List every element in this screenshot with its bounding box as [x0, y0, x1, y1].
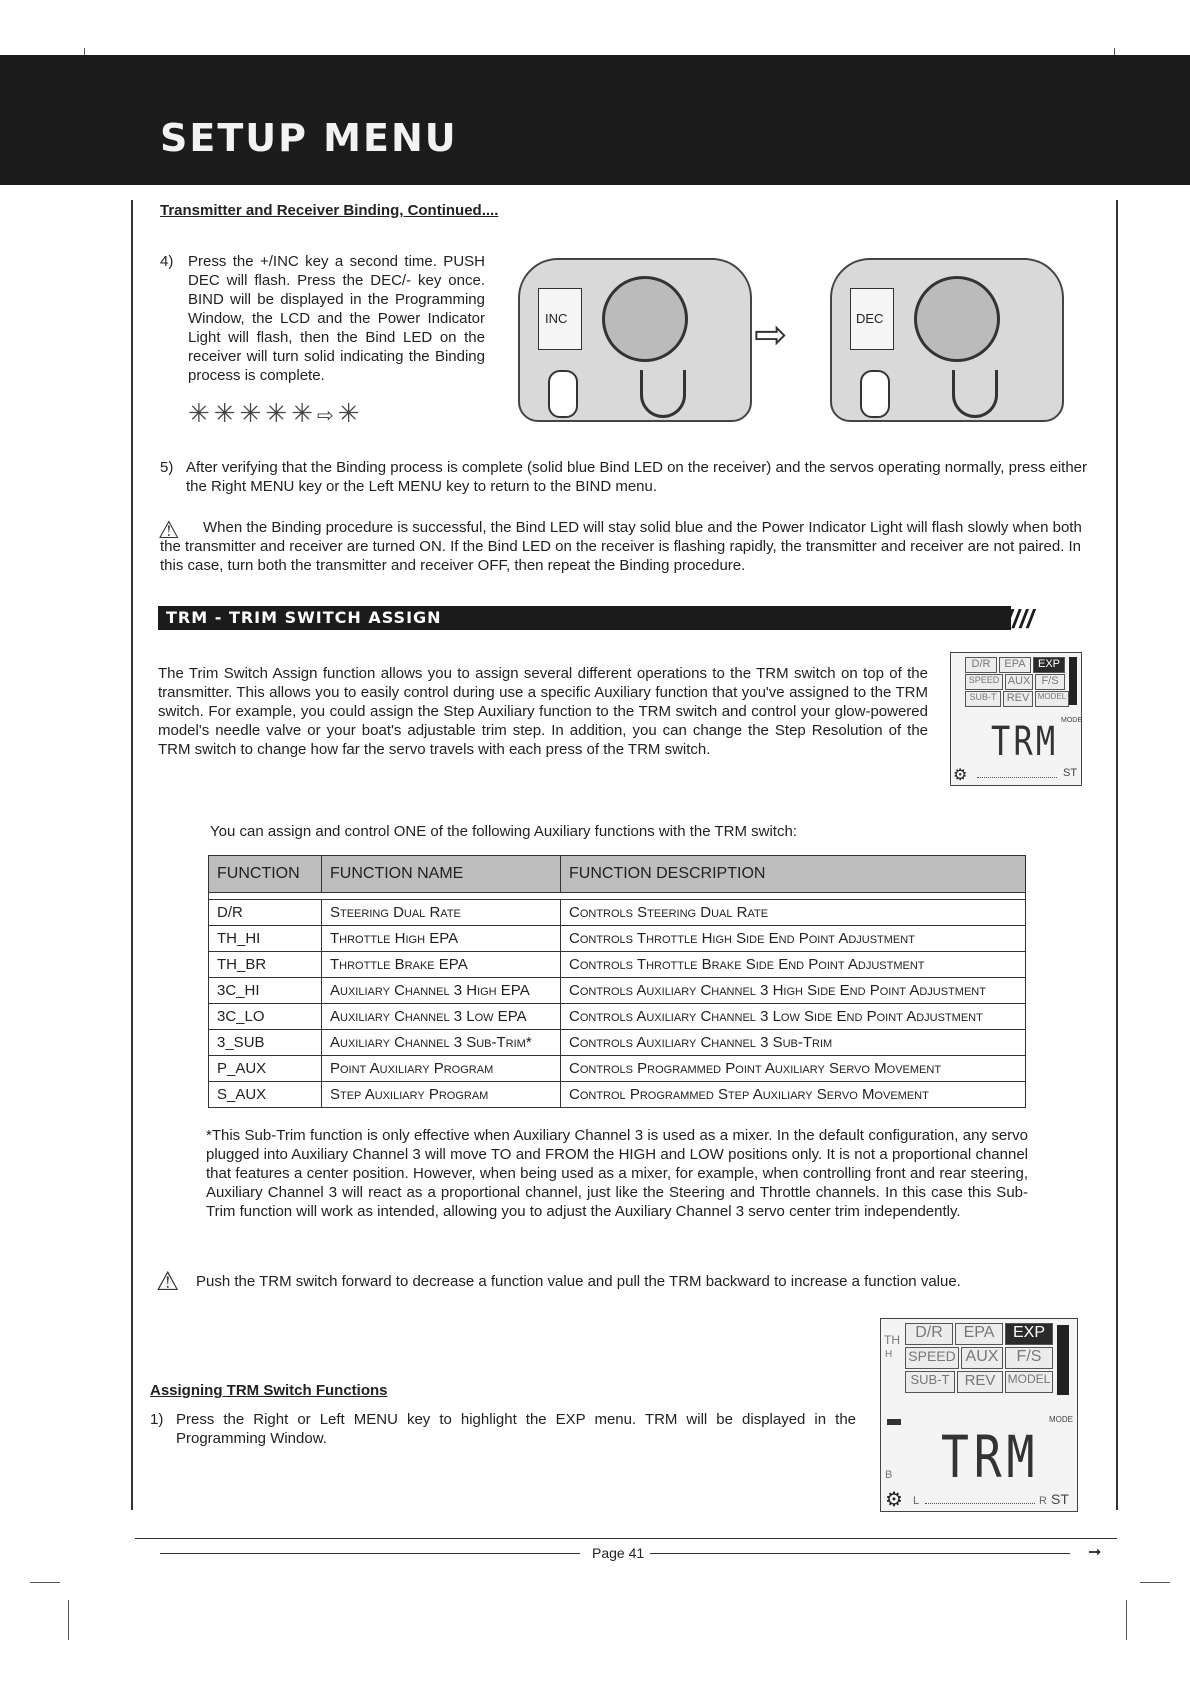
lcd-channel-marker	[887, 1419, 901, 1425]
trigger-icon	[952, 370, 998, 418]
crop-mark	[1140, 1582, 1170, 1583]
table-row	[209, 926, 1026, 952]
cell-name: Throttle High EPA	[322, 926, 561, 952]
lcd-trim-r: R	[1039, 1495, 1047, 1507]
lcd-cell-epa: EPA	[955, 1323, 1003, 1345]
lcd-mode-label: MODE	[1049, 1415, 1073, 1424]
lcd-trim-l: L	[913, 1495, 920, 1507]
hand-finger-icon	[548, 370, 578, 418]
solid-star-icon: ✳	[337, 398, 364, 428]
cell-description: Controls Auxiliary Channel 3 Sub-Trim	[561, 1030, 1026, 1056]
table-header-row	[209, 856, 1026, 893]
lcd-battery-bar	[1057, 1325, 1069, 1395]
frame-border-right	[1116, 200, 1118, 1510]
lcd-cell-fs: F/S	[1035, 674, 1065, 690]
lcd-side-b: B	[885, 1469, 893, 1481]
steering-wheel-icon	[602, 276, 688, 362]
cell-function: P_AUX	[209, 1056, 322, 1082]
step4-text: Press the +/INC key a second time. PUSH DEC will flash. Press the DEC/- key once. BIND will be displayed in the Programming Window, the LCD and the Power Indicator Light will flash, then the Bind LED on the receiver will turn solid indicating the Binding process is complete.	[188, 253, 485, 384]
cell-description: Controls Programmed Point Auxiliary Servo Movement	[561, 1056, 1026, 1082]
lcd-cell-dr: D/R	[965, 657, 997, 673]
lcd-cell-model: MODEL	[1005, 1371, 1053, 1393]
table-row	[209, 1082, 1026, 1108]
lcd-trim-st: ST	[1063, 767, 1078, 779]
lcd-side-h: H	[885, 1349, 893, 1360]
footer-rule-top	[135, 1538, 1117, 1539]
lcd-battery-bar	[1069, 657, 1077, 705]
lcd-display-text: TRM	[991, 719, 1059, 765]
lcd-cell-model: MODEL	[1035, 691, 1069, 707]
lcd-trim-scale	[977, 773, 1057, 778]
col-header-function: FUNCTION	[209, 856, 322, 893]
lcd-trim-scale	[925, 1497, 1035, 1504]
lcd-cell-speed: SPEED	[905, 1347, 959, 1369]
footer-rule-left	[160, 1553, 580, 1554]
assigning-subheading: Assigning TRM Switch Functions	[150, 1382, 388, 1399]
trm-intro: The Trim Switch Assign function allows you to assign several different operations to the TRM switch on top of the transmitter. This allows you to easily control during use a specific Auxiliary function that you've assigned to the TRM switch. For example, you could assign the Step Auxiliary function to the TRM switch and control your glow-powered model's needle valve or your boat's adjustable trim step. In addition, you can change the Step Resolution of the TRM switch to change how far the servo travels with each press of the TRM switch.	[158, 665, 928, 758]
functions-table	[208, 855, 1026, 1108]
cell-function: 3C_HI	[209, 978, 322, 1004]
blink-star-icon: ✳	[265, 398, 292, 428]
subtrim-footnote: *This Sub-Trim function is only effective when Auxiliary Channel 3 is used as a mixer. In the default configuration, any servo plugged into Auxiliary Channel 3 will move TO and FROM the HIGH and LOW positions only. It is not a proportional channel that features a center position. However, when being used as a mixer, for example, when controlling front and rear steering, Auxiliary Channel 3 will react as a proportional channel, just like the Steering and Throttle channels. In this case this Sub-Trim function will work as intended, allowing you to adjust the Auxiliary Channel 3 servo center trim independently.	[206, 1127, 1028, 1220]
cell-function: S_AUX	[209, 1082, 322, 1108]
step4-number: 4)	[160, 253, 174, 270]
blink-sequence	[188, 398, 364, 429]
cell-name: Step Auxiliary Program	[322, 1082, 561, 1108]
caution-triangle-icon: ⚠	[158, 517, 180, 544]
crop-mark	[1126, 1600, 1127, 1640]
cell-function: 3C_LO	[209, 1004, 322, 1030]
cell-function: 3_SUB	[209, 1030, 322, 1056]
step5-text: After verifying that the Binding process is complete (solid blue Bind LED on the receiver) and the servos operating normally, press either the Right MENU key or the Left MENU key to return to the BIND menu.	[186, 459, 1088, 495]
blink-star-icon: ✳	[213, 398, 240, 428]
col-header-name: FUNCTION NAME	[322, 856, 561, 893]
transmitter-illustration-right	[830, 258, 1064, 422]
table-row	[209, 978, 1026, 1004]
gear-icon: ⚙	[953, 767, 968, 784]
lcd-cell-aux: AUX	[1005, 674, 1033, 690]
cell-name: Auxiliary Channel 3 Sub-Trim*	[322, 1030, 561, 1056]
table-row	[209, 1004, 1026, 1030]
step5-number: 5)	[160, 459, 174, 476]
page-number: Page 41	[592, 1545, 645, 1561]
binding-note: When the Binding procedure is successful, the Bind LED will stay solid blue and the Power Indicator Light will flash slowly when both the transmitter and receiver are turned ON. If the Bind LED on the receiver is flashing rapidly, the transmitter and receiver are not paired. In this case, turn both the transmitter and receiver OFF, then repeat the Binding procedure.	[160, 519, 1082, 574]
gear-icon: ⚙	[885, 1489, 903, 1511]
cell-description: Controls Steering Dual Rate	[561, 900, 1026, 926]
cell-name: Auxiliary Channel 3 Low EPA	[322, 1004, 561, 1030]
lcd-mode-label: MODE	[1061, 717, 1082, 724]
table-row	[209, 1056, 1026, 1082]
lcd-side-th: TH	[884, 1333, 900, 1347]
step1-number: 1)	[150, 1411, 164, 1428]
lcd-cell-exp: EXP	[1033, 657, 1065, 673]
transmitter-lcd	[538, 288, 582, 350]
steering-wheel-icon	[914, 276, 1000, 362]
frame-border-left	[131, 200, 133, 1510]
next-page-arrow-icon: ➞	[1088, 1544, 1102, 1561]
lcd-cell-aux: AUX	[961, 1347, 1003, 1369]
transmitter-illustration-left	[518, 258, 752, 422]
lcd-cell-exp: EXP	[1005, 1323, 1053, 1345]
step1-text: Press the Right or Left MENU key to highlight the EXP menu. TRM will be displayed in the Programming Window.	[176, 1411, 856, 1447]
cell-description: Controls Throttle Brake Side End Point Adjustment	[561, 952, 1026, 978]
section-slashes: ////	[1005, 604, 1034, 634]
lcd-trim-st: ST	[1051, 1491, 1069, 1507]
lcd-cell-rev: REV	[957, 1371, 1003, 1393]
crop-mark	[68, 1600, 69, 1640]
arrow-right-icon: ⇨	[316, 405, 338, 427]
lcd-cell-speed: SPEED	[965, 674, 1003, 690]
cell-name: Auxiliary Channel 3 High EPA	[322, 978, 561, 1004]
cell-description: Controls Throttle High Side End Point Adjustment	[561, 926, 1026, 952]
cell-name: Point Auxiliary Program	[322, 1056, 561, 1082]
lcd-text-dec: DEC	[856, 311, 884, 326]
lcd-text-inc: INC	[545, 311, 568, 326]
arrow-right-icon: ⇨	[754, 313, 788, 357]
crop-mark	[30, 1582, 60, 1583]
lcd-cell-dr: D/R	[905, 1323, 953, 1345]
cell-description: Control Programmed Step Auxiliary Servo Movement	[561, 1082, 1026, 1108]
lcd-cell-subt: SUB-T	[965, 691, 1001, 707]
lcd-display-large	[880, 1318, 1078, 1512]
cell-description: Controls Auxiliary Channel 3 Low Side End Point Adjustment	[561, 1004, 1026, 1030]
trm-warning: Push the TRM switch forward to decrease a function value and pull the TRM backward to increase a function value.	[196, 1273, 961, 1290]
page-title: SETUP MENU	[160, 116, 458, 160]
hand-finger-icon	[860, 370, 890, 418]
lcd-display-small	[950, 652, 1082, 786]
table-row	[209, 952, 1026, 978]
blink-star-icon: ✳	[239, 398, 266, 428]
cell-function: TH_BR	[209, 952, 322, 978]
table-row	[209, 1030, 1026, 1056]
lcd-display-text: TRM	[941, 1423, 1040, 1491]
transmitter-lcd	[850, 288, 894, 350]
cell-function: D/R	[209, 900, 322, 926]
lcd-cell-epa: EPA	[999, 657, 1031, 673]
lcd-cell-fs: F/S	[1005, 1347, 1053, 1369]
binding-subheading: Transmitter and Receiver Binding, Continued....	[160, 202, 499, 219]
lcd-cell-subt: SUB-T	[905, 1371, 955, 1393]
table-row	[209, 900, 1026, 926]
footer-rule-right	[650, 1553, 1070, 1554]
trigger-icon	[640, 370, 686, 418]
cell-function: TH_HI	[209, 926, 322, 952]
caution-triangle-icon: ⚠	[156, 1266, 180, 1296]
cell-name: Throttle Brake EPA	[322, 952, 561, 978]
trm-lead: You can assign and control ONE of the following Auxiliary functions with the TRM switch:	[210, 823, 797, 840]
section-title: TRM - TRIM SWITCH ASSIGN	[166, 608, 442, 627]
cell-description: Controls Auxiliary Channel 3 High Side End Point Adjustment	[561, 978, 1026, 1004]
blink-star-icon: ✳	[291, 398, 317, 428]
cell-name: Steering Dual Rate	[322, 900, 561, 926]
blink-star-icon: ✳	[188, 398, 214, 428]
col-header-description: FUNCTION DESCRIPTION	[561, 856, 1026, 893]
lcd-cell-rev: REV	[1003, 691, 1033, 707]
